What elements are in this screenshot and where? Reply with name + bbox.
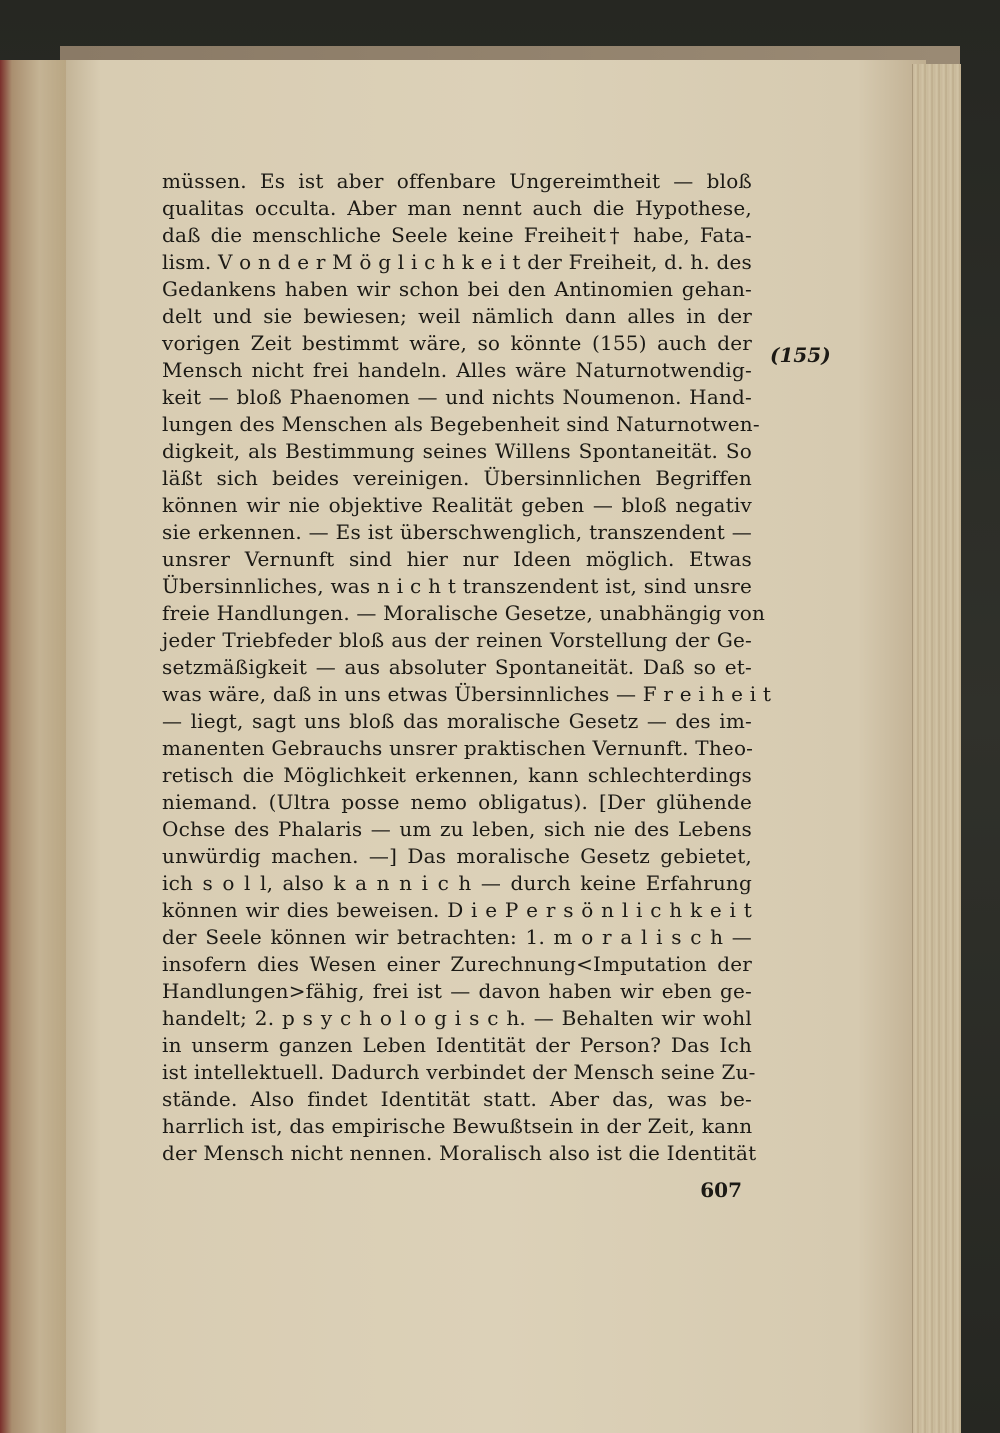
text-line: Ochse des Phalaris — um zu leben, sich nie des Lebens	[162, 817, 752, 841]
text-line: — liegt, sagt uns bloß das moralische Gesetz — des im-	[162, 709, 752, 733]
text-line: was wäre, daß in uns etwas Übersinnliches — F r e i h e i t	[162, 682, 772, 706]
text-line: niemand. (Ultra posse nemo obligatus). [Der glühende	[162, 790, 752, 814]
text-line: der Mensch nicht nennen. Moralisch also ist die Identität	[162, 1141, 757, 1165]
text-line: delt und sie bewiesen; weil nämlich dann alles in der	[162, 304, 752, 328]
text-line: harrlich ist, das empirische Bewußtsein in der Zeit, kann	[162, 1114, 753, 1138]
text-line: läßt sich beides vereinigen. Übersinnlichen Begriffen	[162, 466, 752, 490]
text-line: keit — bloß Phaenomen — und nichts Noumenon. Hand-	[162, 385, 752, 409]
text-line: lism. V o n d e r M ö g l i c h k e i t der Freiheit, d. h. des	[162, 250, 752, 274]
text-line: Übersinnliches, was n i c h t transzendent ist, sind unsre	[162, 574, 752, 598]
marginal-page-reference: (155)	[770, 343, 831, 367]
text-line: stände. Also findet Identität statt. Aber das, was be-	[162, 1087, 752, 1111]
text-line: freie Handlungen. — Moralische Gesetze, unabhängig von	[162, 601, 766, 625]
text-line: handelt; 2. p s y c h o l o g i s c h. — Behalten wir wohl	[162, 1006, 752, 1030]
text-line: müssen. Es ist aber offenbare Ungereimtheit — bloß	[162, 169, 752, 193]
text-line: jeder Triebfeder bloß aus der reinen Vorstellung der Ge-	[162, 628, 752, 652]
text-line: ich s o l l, also k a n n i c h — durch keine Erfahrung	[162, 871, 752, 895]
text-line: Handlungen>fähig, frei ist — davon haben wir eben ge-	[162, 979, 752, 1003]
text-line: unsrer Vernunft sind hier nur Ideen möglich. Etwas	[162, 547, 752, 571]
page-number: 607	[700, 1178, 742, 1202]
text-line: daß die menschliche Seele keine Freiheit† habe, Fata-	[162, 223, 752, 247]
text-line: digkeit, als Bestimmung seines Willens Spontaneität. So	[162, 439, 752, 463]
text-line: setzmäßigkeit — aus absoluter Spontaneität. Daß so et-	[162, 655, 752, 679]
text-line: qualitas occulta. Aber man nennt auch die Hypothese,	[162, 196, 752, 220]
text-line: können wir dies beweisen. D i e P e r s ö n l i c h k e i t	[162, 898, 752, 922]
text-line: Mensch nicht frei handeln. Alles wäre Naturnotwendig-	[162, 358, 752, 382]
text-line: ist intellektuell. Dadurch verbindet der Mensch seine Zu-	[162, 1060, 756, 1084]
text-line: in unserm ganzen Leben Identität der Person? Das Ich	[162, 1033, 752, 1057]
body-text	[162, 168, 772, 1167]
text-line: insofern dies Wesen einer Zurechnung<Imputation der	[162, 952, 752, 976]
text-line: manenten Gebrauchs unsrer praktischen Vernunft. Theo-	[162, 736, 754, 760]
text-line: Gedankens haben wir schon bei den Antinomien gehan-	[162, 277, 752, 301]
text-line: sie erkennen. — Es ist überschwenglich, transzendent —	[162, 520, 752, 544]
text-line: lungen des Menschen als Begebenheit sind Naturnotwen-	[162, 412, 760, 436]
left-page-edge	[0, 60, 68, 1433]
text-line: retisch die Möglichkeit erkennen, kann schlechterdings	[162, 763, 752, 787]
text-line: der Seele können wir betrachten: 1. m o r a l i s c h —	[162, 925, 752, 949]
page-stack-edge	[912, 64, 961, 1433]
text-line: können wir nie objektive Realität geben — bloß negativ	[162, 493, 752, 517]
text-line: vorigen Zeit bestimmt wäre, so könnte (155) auch der	[162, 331, 752, 355]
text-line: unwürdig machen. —] Das moralische Gesetz gebietet,	[162, 844, 752, 868]
